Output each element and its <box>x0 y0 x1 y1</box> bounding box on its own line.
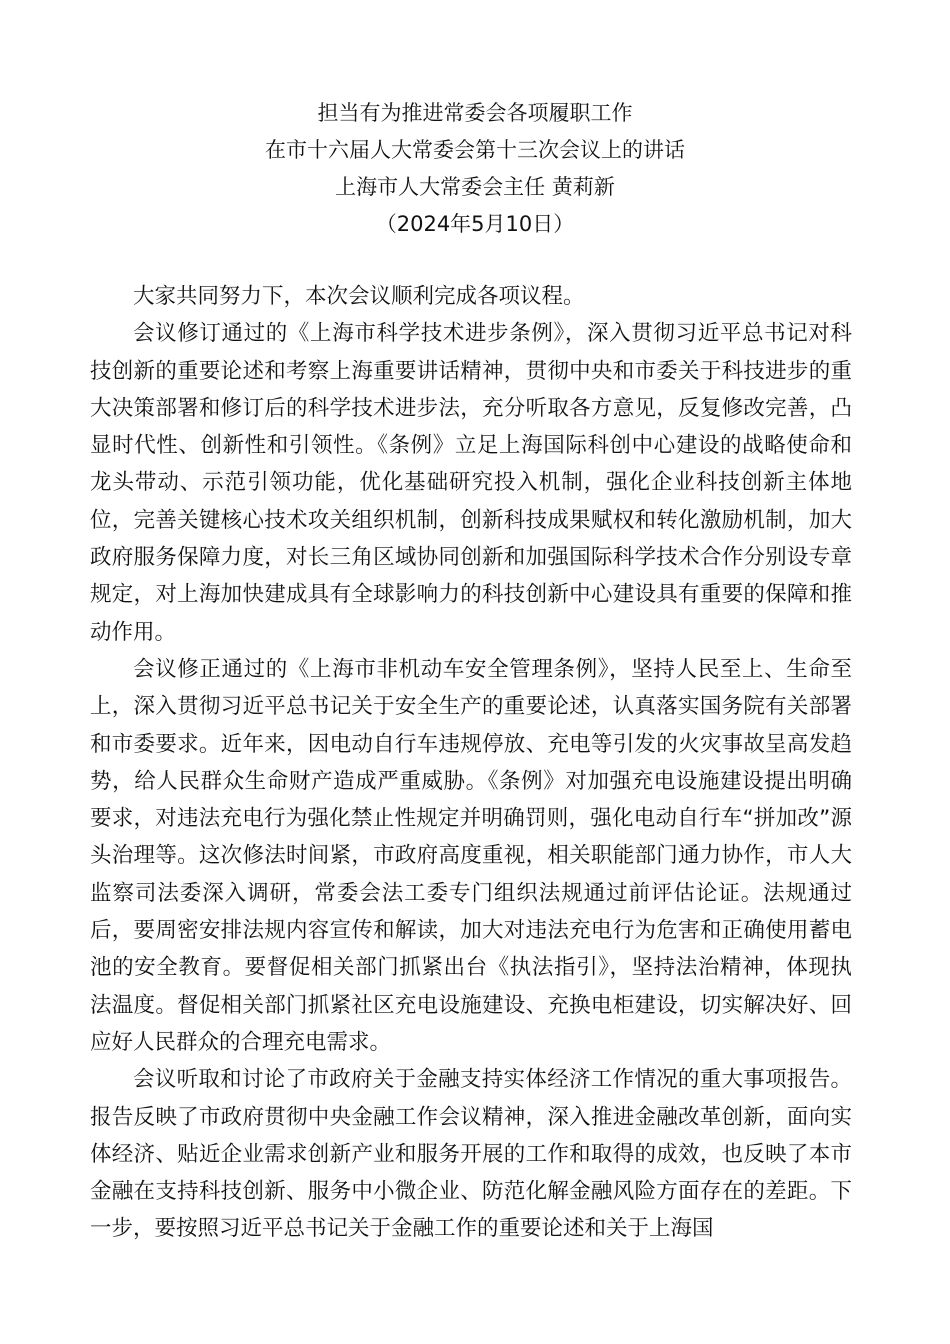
paragraph: 会议修正通过的《上海市非机动车安全管理条例》，坚持人民至上、生命至上，深入贯彻习近平总书记关于安全生产的重要论述，认真落实国务院有关部署和市委要求。近年来，因电动自行车违规停放、充电等引发的火灾事故呈高发趋势，给人民群众生命财产造成严重威胁。《条例》对加强充电设施建设提出明确要求，对违法充电行为强化禁止性规定并明确罚则，强化电动自行车“拼加改”源头治理等。这次修法时间紧，市政府高度重视，相关职能部门通力协作，市人大监察司法委深入调研，常委会法工委专门组织法规通过前评估论证。法规通过后，要周密安排法规内容宣传和解读，加大对违法充电行为危害和正确使用蓄电池的安全教育。要督促相关部门抓紧出台《执法指引》，坚持法治精神，体现执法温度。督促相关部门抓紧社区充电设施建设、充换电柜建设，切实解决好、回应好人民群众的合理充电需求。 <box>90 656 852 1055</box>
document-title: 担当有为推进常委会各项履职工作 <box>317 101 633 125</box>
speaker-line: 上海市人大常委会主任 黄莉新 <box>335 175 615 199</box>
document-body <box>90 278 852 1248</box>
paragraph: 大家共同努力下，本次会议顺利完成各项议程。 <box>133 284 585 309</box>
document-header <box>0 95 950 243</box>
document-subtitle: 在市十六届人大常委会第十三次会议上的讲话 <box>265 138 685 162</box>
paragraph: 会议听取和讨论了市政府关于金融支持实体经济工作情况的重大事项报告。报告反映了市政府贯彻中央金融工作会议精神，深入推进金融改革创新，面向实体经济、贴近企业需求创新产业和服务开展的工作和取得的成效，也反映了本市金融在支持科技创新、服务中小微企业、防范化解金融风险方面存在的差距。下一步，要按照习近平总书记关于金融工作的重要论述和关于上海国 <box>90 1067 852 1242</box>
speech-date: （2024年5月10日） <box>375 212 575 236</box>
paragraph: 会议修订通过的《上海市科学技术进步条例》，深入贯彻习近平总书记对科技创新的重要论述和考察上海重要讲话精神，贯彻中央和市委关于科技进步的重大决策部署和修订后的科学技术进步法，充分听取各方意见，反复修改完善，凸显时代性、创新性和引领性。《条例》立足上海国际科创中心建设的战略使命和龙头带动、示范引领功能，优化基础研究投入机制，强化企业科技创新主体地位，完善关键核心技术攻关组织机制，创新科技成果赋权和转化激励机制，加大政府服务保障力度，对长三角区域协同创新和加强国际科学技术合作分别设专章规定，对上海加快建成具有全球影响力的科技创新中心建设具有重要的保障和推动作用。 <box>90 321 852 645</box>
